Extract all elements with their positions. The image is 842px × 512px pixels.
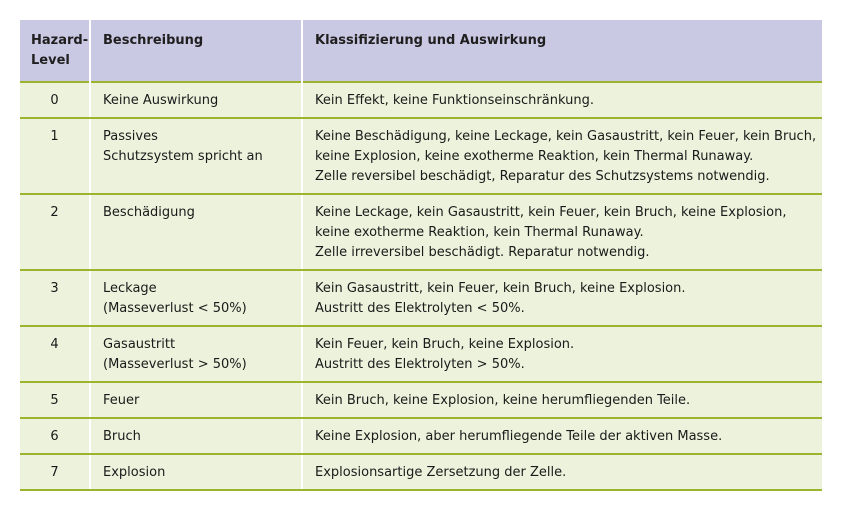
hazard-level-cell: 0 [20, 82, 90, 118]
header-classification: Klassifizierung und Auswirkung [302, 20, 822, 82]
hazard-level-cell: 4 [20, 326, 90, 382]
classification-line: Kein Feuer, kein Bruch, keine Explosion. [315, 337, 575, 352]
hazard-level-cell: 3 [20, 270, 90, 326]
description-cell [90, 326, 302, 382]
hazard-level-table-container [20, 20, 822, 491]
description-line: Feuer [103, 393, 140, 408]
description-cell [90, 118, 302, 194]
description-line: Explosion [103, 465, 166, 480]
classification-line: Kein Bruch, keine Explosion, keine herumfliegenden Teile. [315, 393, 691, 408]
header-hazard-level [20, 20, 90, 82]
table-row [20, 118, 822, 194]
description-cell [90, 418, 302, 454]
table-row [20, 382, 822, 418]
classification-line: Explosionsartige Zersetzung der Zelle. [315, 465, 567, 480]
hazard-level-cell: 6 [20, 418, 90, 454]
description-line: Leckage [103, 281, 157, 296]
description-line: Beschädigung [103, 205, 195, 220]
description-cell [90, 194, 302, 270]
table-row [20, 82, 822, 118]
hazard-level-table [20, 20, 822, 491]
classification-cell [302, 382, 822, 418]
classification-line: Zelle reversibel beschädigt, Reparatur des Schutzsystems notwendig. [315, 169, 770, 184]
description-cell [90, 454, 302, 490]
description-line: Bruch [103, 429, 141, 444]
classification-line: Zelle irreversibel beschädigt. Reparatur notwendig. [315, 245, 650, 260]
description-line: Passives [103, 129, 158, 144]
description-line: Keine Auswirkung [103, 93, 219, 108]
table-row [20, 454, 822, 490]
classification-line: Austritt des Elektrolyten > 50%. [315, 357, 525, 372]
description-cell [90, 382, 302, 418]
classification-line: Austritt des Elektrolyten < 50%. [315, 301, 525, 316]
classification-line: Keine Explosion, aber herumfliegende Teile der aktiven Masse. [315, 429, 723, 444]
description-line: Gasaustritt [103, 337, 176, 352]
classification-line: Kein Gasaustritt, kein Feuer, kein Bruch, keine Explosion. [315, 281, 686, 296]
classification-line: keine Explosion, keine exotherme Reaktion, kein Thermal Runaway. [315, 149, 754, 164]
hazard-level-cell: 2 [20, 194, 90, 270]
hazard-level-cell: 1 [20, 118, 90, 194]
description-line: (Masseverlust < 50%) [103, 301, 247, 316]
table-body [20, 82, 822, 490]
table-row [20, 418, 822, 454]
header-description: Beschreibung [90, 20, 302, 82]
table-row [20, 194, 822, 270]
classification-cell [302, 418, 822, 454]
header-row [20, 20, 822, 82]
classification-line: Keine Beschädigung, keine Leckage, kein Gasaustritt, kein Feuer, kein Bruch, [315, 129, 817, 144]
classification-line: Kein Effekt, keine Funktionseinschränkung. [315, 93, 594, 108]
description-cell [90, 82, 302, 118]
table-row [20, 326, 822, 382]
hazard-level-cell: 5 [20, 382, 90, 418]
classification-cell [302, 118, 822, 194]
hazard-level-cell: 7 [20, 454, 90, 490]
description-line: (Masseverlust > 50%) [103, 357, 247, 372]
classification-cell [302, 270, 822, 326]
description-line: Schutzsystem spricht an [103, 149, 263, 164]
description-cell [90, 270, 302, 326]
classification-cell [302, 454, 822, 490]
classification-cell [302, 326, 822, 382]
table-header [20, 20, 822, 82]
classification-cell [302, 82, 822, 118]
table-row [20, 270, 822, 326]
classification-line: Keine Leckage, kein Gasaustritt, kein Feuer, kein Bruch, keine Explosion, [315, 205, 787, 220]
classification-line: keine exotherme Reaktion, kein Thermal Runaway. [315, 225, 644, 240]
header-hazard-level-line-1: Hazard- [31, 33, 89, 48]
header-hazard-level-line-2: Level [31, 53, 70, 68]
classification-cell [302, 194, 822, 270]
